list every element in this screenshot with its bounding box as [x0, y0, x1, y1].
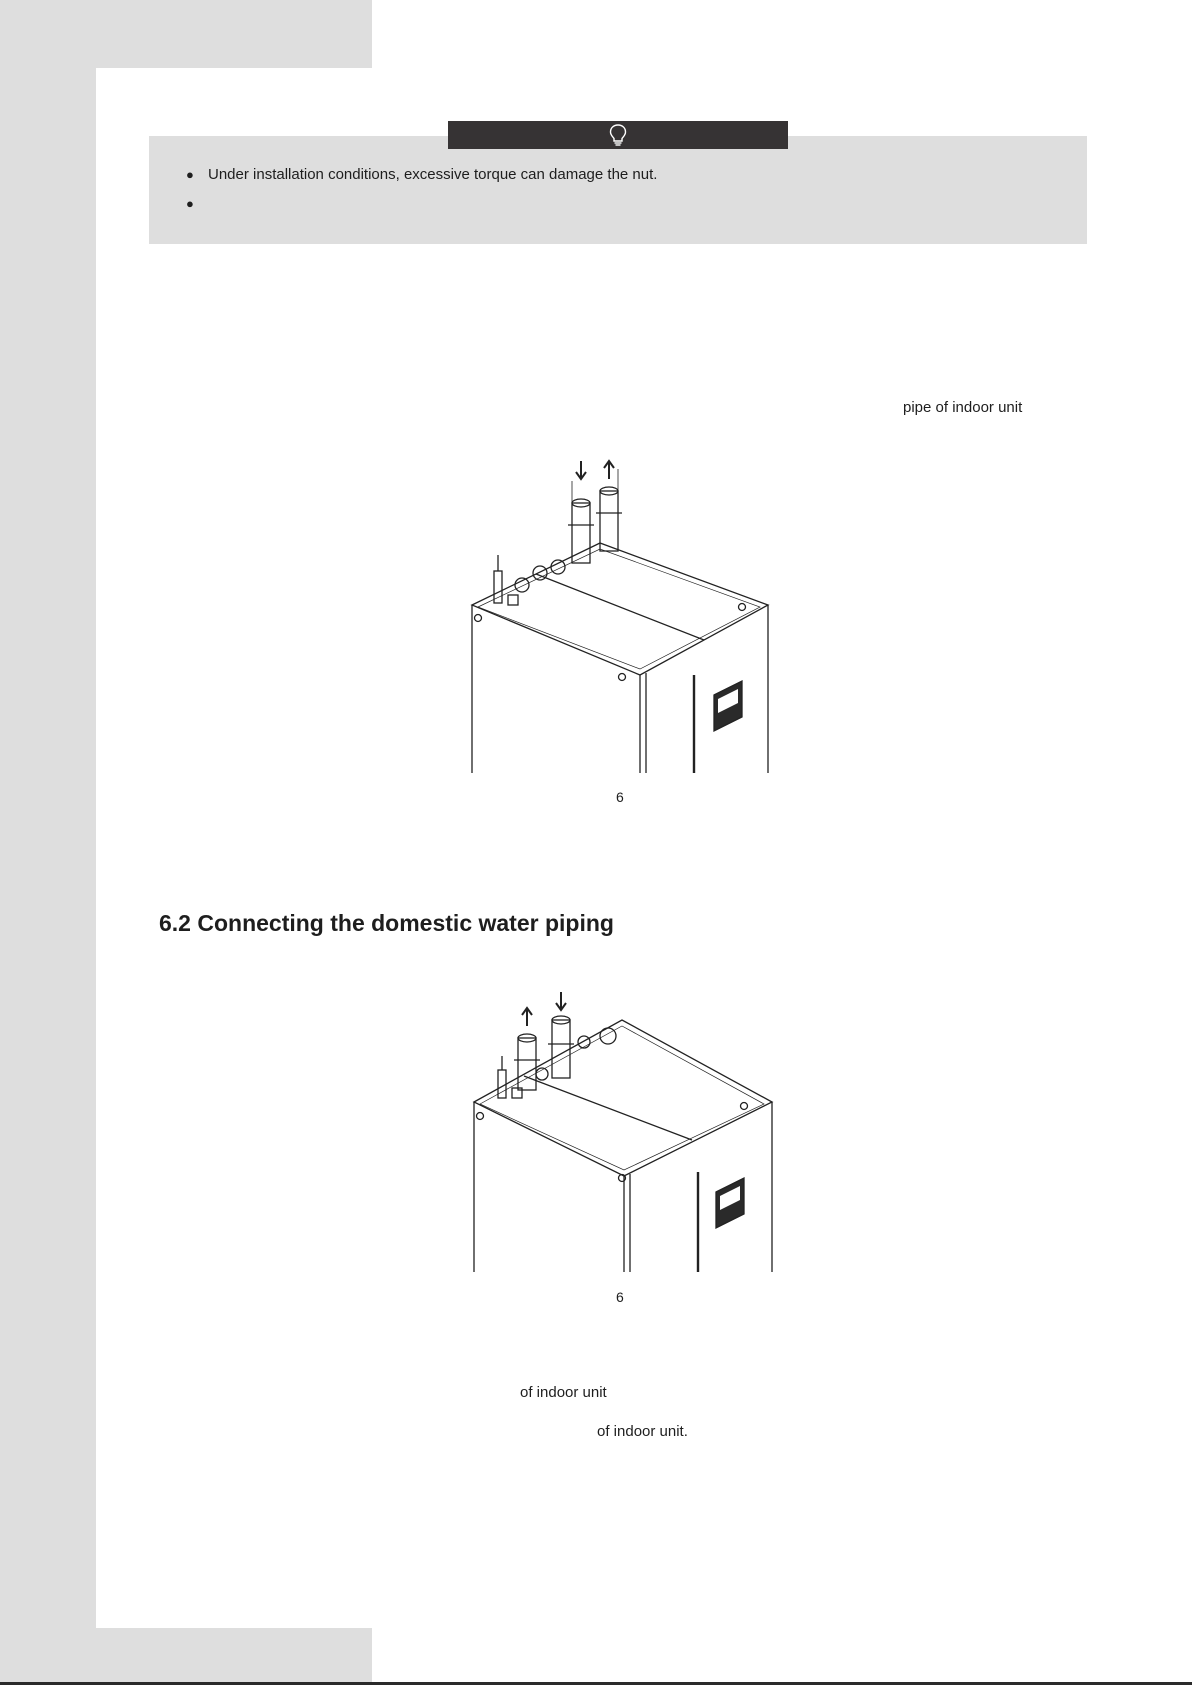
figure-caption: 6: [616, 789, 624, 805]
page-top-strip: [372, 0, 1192, 68]
page-body: [96, 68, 1192, 1628]
lightbulb-icon: [608, 123, 628, 147]
text-fragment: pipe of indoor unit: [903, 399, 1023, 416]
indoor-unit-figure-1: [460, 455, 780, 775]
figure-caption: 6: [616, 1289, 624, 1305]
bullet-icon: ●: [186, 167, 194, 182]
bullet-icon: ●: [186, 196, 194, 211]
note-item: [186, 195, 657, 224]
page-bottom-strip: [372, 1628, 1192, 1682]
note-list: [186, 166, 657, 224]
note-item: [186, 166, 657, 195]
indoor-unit-figure-2: [460, 990, 780, 1275]
text-fragment: of indoor unit.: [597, 1423, 688, 1440]
text-fragment: of indoor unit: [520, 1384, 607, 1401]
note-item-text: Under installation conditions, excessive torque can damage the nut.: [208, 166, 658, 183]
section-heading: 6.2 Connecting the domestic water piping: [159, 910, 614, 936]
note-header: [448, 121, 788, 149]
